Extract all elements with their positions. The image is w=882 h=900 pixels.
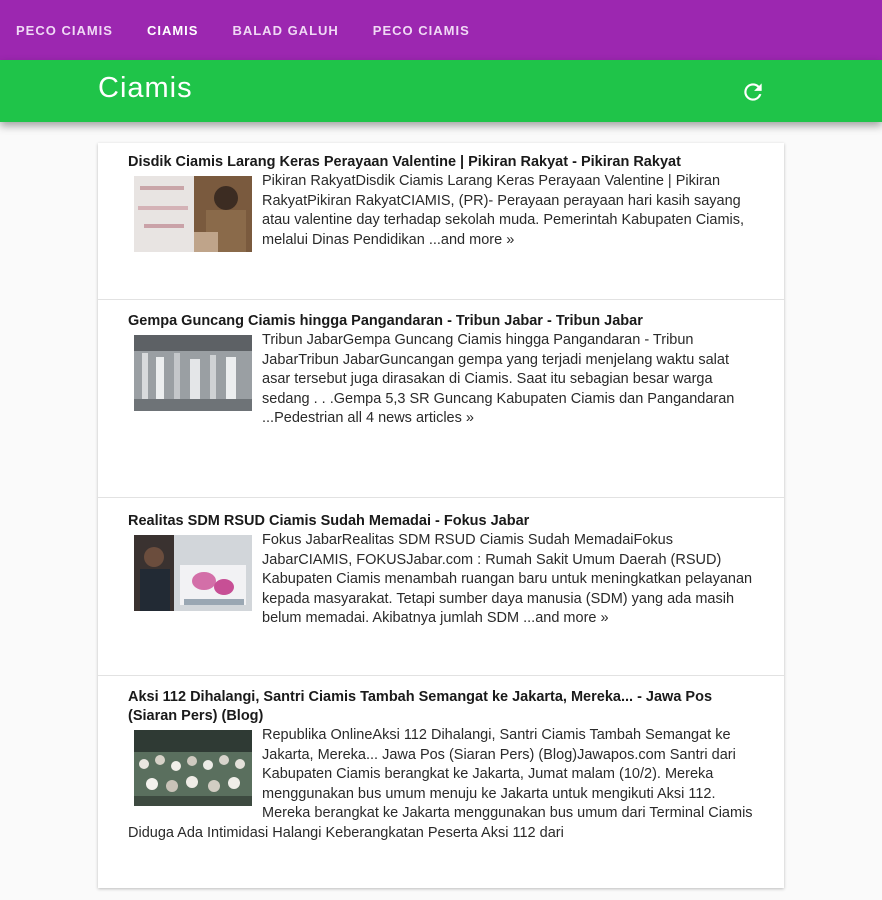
refresh-button[interactable] [736, 75, 770, 109]
tab-bar [0, 0, 882, 60]
article-thumbnail [134, 176, 252, 252]
article-title[interactable]: Gempa Guncang Ciamis hingga Pangandaran - Tribun Jabar - Tribun Jabar [128, 313, 643, 329]
list-item[interactable] [98, 300, 784, 498]
article-title[interactable]: Realitas SDM RSUD Ciamis Sudah Memadai - Fokus Jabar [128, 513, 530, 529]
article-title[interactable]: Aksi 112 Dihalangi, Santri Ciamis Tambah Semangat ke Jakarta, Mereka... - Jawa Pos (Siaran Pers) (Blog) [128, 689, 713, 724]
tab-ciamis[interactable]: CIAMIS [146, 22, 199, 38]
tab-peco-ciamis[interactable]: PECO CIAMIS [16, 22, 113, 38]
article-snippet: Tribun JabarGempa Guncang Ciamis hingga Pangandaran - Tribun JabarTribun JabarGuncangan gempa yang terjadi menjelang waktu salat asar tersebut juga dirasakan di Ciamis. Saat itu sebagian besar warga sedang . . .Gempa 5,3 SR Guncang Kabupaten Ciamis dan Pangandaran ...Pedestrian all 4 news articles » [262, 332, 735, 426]
article-thumbnail [134, 335, 252, 411]
article-thumbnail [134, 535, 252, 611]
refresh-icon [740, 79, 766, 105]
list-item[interactable] [98, 498, 784, 676]
list-item[interactable] [98, 143, 784, 300]
article-snippet: Fokus JabarRealitas SDM RSUD Ciamis Sudah MemadaiFokus JabarCIAMIS, FOKUSJabar.com : Rumah Sakit Umum Daerah (RSUD) Kabupaten Ciamis menambah ruangan baru untuk meningkatkan pelayanan kepada masyarakat. Tetapi sumber daya manusia (SDM) yang ada masih belum memadai. Akibatnya jumlah SDM ...and more » [262, 532, 753, 626]
page-title: Ciamis [98, 72, 193, 104]
article-snippet: Republika OnlineAksi 112 Dihalangi, Santri Ciamis Tambah Semangat ke Jakarta, Mereka... Jawa Pos (Siaran Pers) (Blog)Jawapos.com Santri dari Kabupaten Ciamis berangkat ke Jakarta, Jumat malam (10/2). Mereka menggunakan bus umum menuju ke Jakarta untuk mengikuti Aksi 112. Mereka berangkat ke Jakarta menggunakan bus umum dari Terminal Ciamis Diduga Ada Intimidasi Halangi Keberangkatan Peserta Aksi 112 dari [128, 727, 753, 841]
tab-balad-galuh[interactable]: BALAD GALUH [232, 22, 339, 38]
article-thumbnail [134, 730, 252, 806]
news-feed [98, 143, 784, 888]
article-snippet: Pikiran RakyatDisdik Ciamis Larang Keras Perayaan Valentine | Pikiran RakyatPikiran RakyatCIAMIS, (PR)- Perayaan perayaan hari kasih sayang atau valentine day terhadap sekolah muda. Pemerintah Kabupaten Ciamis, melalui Dinas Pendidikan ...and more » [262, 173, 745, 248]
list-item[interactable] [98, 676, 784, 888]
app-bar [0, 60, 882, 122]
tab-peco-ciamis-2[interactable]: PECO CIAMIS [372, 22, 470, 38]
article-title[interactable]: Disdik Ciamis Larang Keras Perayaan Valentine | Pikiran Rakyat - Pikiran Rakyat [128, 154, 681, 170]
